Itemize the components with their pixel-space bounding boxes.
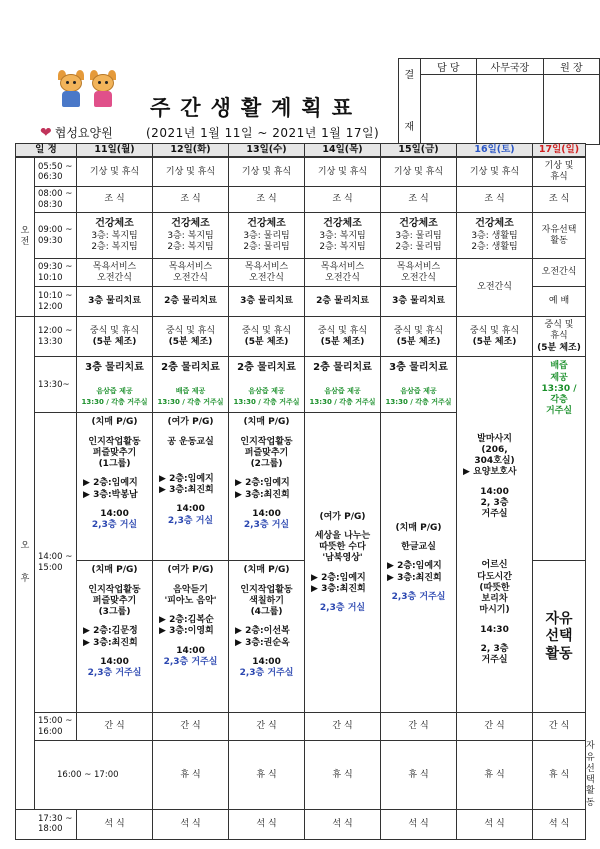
cell-program-tue-2: (여가 P/G) 음악듣기 '피아노 음악' ▶ 2층:김복순 ▶ 3층:이영희 14:00 2,3층 거주실 [153,561,229,713]
signature-box[interactable] [476,75,543,145]
mascot-boy-icon [56,70,86,108]
col-header-schedule: 일 정 [16,144,77,157]
cell-exercise-tue: 건강체조 3층: 복지팀 2층: 복지팀 [153,213,229,259]
cell-breakfast: 조 식 [229,187,305,213]
cell-rest: 휴 식 [153,741,229,810]
cell-lunch: 중식 및 휴식 (5분 체조) [229,317,305,357]
cell-breakfast: 조 식 [457,187,533,213]
col-header-sat: 16일(토) [457,144,533,157]
cell-breakfast: 조 식 [533,187,586,213]
cell-exercise-thu: 건강체조 3층: 복지팀 2층: 복지팀 [305,213,381,259]
col-header-thu: 14일(목) [305,144,381,157]
cell-breakfast: 조 식 [305,187,381,213]
cell-worship-sun: 예 배 [533,287,586,317]
time-cell: 15:00 ~ 16:00 [35,713,77,741]
time-cell: 14:00 ~ 15:00 [35,413,77,713]
row-rest: 16:00 ~ 17:00 휴 식 휴 식 휴 식 휴 식 휴 식 휴 식 자유선택 활동 [16,741,586,810]
header [0,0,600,145]
cell-wake: 기상 및 휴식 [457,157,533,187]
row-exercise [16,213,586,259]
row-lunch [16,317,586,357]
cell-exercise-wed: 건강체조 3층: 물리팀 2층: 물리팀 [229,213,305,259]
page-title: 주간생활계획표 [150,96,363,120]
cell-breakfast: 조 식 [381,187,457,213]
cell-program-wed-2: (치매 P/G) 인지작업활동 색칠하기 (4그룹) ▶ 2층:이선복 ▶ 3층:권순옥 14:00 2,3층 거주실 [229,561,305,713]
cell-program-tue-1: (여가 P/G) 공 운동교실 ▶ 2층:임예지 ▶ 3층:최진희 14:00 2,3층 거실 [153,413,229,561]
cell-dinner: 석 식 [381,809,457,839]
cell-lunch: 중식 및 휴식 (5분 체조) [153,317,229,357]
cell-rest: 휴 식 [381,741,457,810]
cell-lunch: 중식 및 휴식 (5분 체조) [305,317,381,357]
cell-free-activity-sun: 자유선택 활동 [533,213,586,259]
schedule-period: (2021년 1월 11일 ~ 2021년 1월 17일) [146,126,380,140]
organization-name: 협성요양원 [54,126,113,140]
cell-bath: 목욕서비스 오전간식 [153,259,229,287]
cell-wake: 기상 및 휴식 [229,157,305,187]
cell-program-mon-2: (치매 P/G) 인지작업활동 퍼즐맞추기 (3그룹) ▶ 2층:김문정 ▶ 3층:최진희 14:00 2,3층 거주실 [77,561,153,713]
cell-physio: 2층 물리치료 [153,287,229,317]
time-cell: 13:30~ [35,357,77,413]
cell-lunch: 중식 및 휴식 (5분 체조) [457,317,533,357]
cell-breakfast: 조 식 [153,187,229,213]
time-cell: 08:00 ~ 08:30 [35,187,77,213]
cell-program-sun: 자유 선택 활동 [533,561,586,713]
cell-program-mon-1: (치매 P/G) 인지작업활동 퍼즐맞추기 (1그룹) ▶ 2층:임예지 ▶ 3층:박봉남 14:00 2,3층 거실 [77,413,153,561]
cell-physio-drink: 3층 물리치료 음삼즙 제공 13:30 / 각층 거주실 [381,357,457,413]
time-cell: 09:00 ~ 09:30 [35,213,77,259]
approval-role-manager: 사무국장 [476,59,543,75]
cell-lunch-sun: 중식 및 휴식 (5분 체조) [533,317,586,357]
cell-snack: 간 식 [153,713,229,741]
row-breakfast [16,187,586,213]
col-header-tue: 12일(화) [153,144,229,157]
cell-snack: 간 식 [77,713,153,741]
approval-label: 결 재 [399,59,421,145]
cell-wake-sun: 기상 및 휴식 [533,157,586,187]
time-cell: 16:00 ~ 17:00 [35,741,153,810]
cell-snack: 간 식 [381,713,457,741]
cell-bath: 목욕서비스 오전간식 [77,259,153,287]
cell-rest: 휴 식 [229,741,305,810]
time-cell: 09:30 ~ 10:10 [35,259,77,287]
cell-program-fri: (치매 P/G) 한글교실 ▶ 2층:임예지 ▶ 3층:최진희 2,3층 거주실 [381,413,457,713]
cell-snack: 간 식 [305,713,381,741]
cell-lunch: 중식 및 휴식 (5분 체조) [381,317,457,357]
signature-box[interactable] [543,75,599,145]
cell-physio: 3층 물리치료 [381,287,457,317]
cell-physio-drink: 3층 물리치료 음삼즙 제공 13:30 / 각층 거주실 [77,357,153,413]
cell-lunch: 중식 및 휴식 (5분 체조) [77,317,153,357]
cell-rest: 휴 식 [533,741,586,810]
col-header-sun: 17일(일) [533,144,586,157]
cell-snack-sat: 오전간식 [457,259,533,317]
time-cell: 05:50 ~ 06:30 [35,157,77,187]
mascot-girl-icon [88,70,118,108]
time-cell: 17:30 ~ 18:00 [16,809,77,839]
cell-dinner: 석 식 [305,809,381,839]
cell-exercise-mon: 건강체조 3층: 복지팀 2층: 복지팀 [77,213,153,259]
cell-bath: 목욕서비스 오전간식 [229,259,305,287]
row-dinner [16,809,586,839]
organization [40,124,113,141]
cell-bath: 목욕서비스 오전간식 [305,259,381,287]
cell-snack: 간 식 [229,713,305,741]
time-cell: 10:10 ~ 12:00 [35,287,77,317]
cell-dinner: 석 식 [77,809,153,839]
cell-rest: 휴 식 [305,741,381,810]
cell-physio: 2층 물리치료 [305,287,381,317]
cell-physio-drink: 2층 물리치료 배즙 제공 13:30 / 각층 거주실 [153,357,229,413]
cell-wake: 기상 및 휴식 [305,157,381,187]
cell-rest: 휴 식 [457,741,533,810]
approval-role-director: 원 장 [543,59,599,75]
cell-physio-drink: 2층 물리치료 음삼즙 제공 13:30 / 각층 거주실 [305,357,381,413]
cell-wake: 기상 및 휴식 [381,157,457,187]
section-am: 오 전 [16,157,35,317]
signature-box[interactable] [420,75,476,145]
row-wake [16,157,586,187]
cell-dinner: 석 식 [229,809,305,839]
approval-box [398,58,600,145]
header-row [16,144,586,157]
cell-dinner: 석 식 [153,809,229,839]
row-snack [16,713,586,741]
col-header-fri: 15일(금) [381,144,457,157]
cell-program-thu: (여가 P/G) 세상을 나누는 따뜻한 수다 '남북영상' ▶ 2층:임예지 ▶ 3층:최진희 2,3층 거실 [305,413,381,713]
row-bath [16,259,586,287]
col-header-mon: 11일(월) [77,144,153,157]
approval-role-staff: 담 당 [420,59,476,75]
cell-snack-sun: 오전간식 [533,259,586,287]
col-header-wed: 13일(수) [229,144,305,157]
cell-physio: 3층 물리치료 [77,287,153,317]
cell-program-wed-1: (치매 P/G) 인지작업활동 퍼즐맞추기 (2그룹) ▶ 2층:임예지 ▶ 3층:최진희 14:00 2,3층 거실 [229,413,305,561]
cell-bath: 목욕서비스 오전간식 [381,259,457,287]
cell-exercise-sat: 건강체조 3층: 생활팀 2층: 생활팀 [457,213,533,259]
cell-snack: 간 식 [457,713,533,741]
cell-dinner: 석 식 [457,809,533,839]
heart-logo-icon: ❤ [40,124,52,141]
cell-exercise-fri: 건강체조 3층: 물리팀 2층: 물리팀 [381,213,457,259]
cell-breakfast: 조 식 [77,187,153,213]
cell-wake: 기상 및 휴식 [77,157,153,187]
cell-snack: 간 식 [533,713,586,741]
cell-physio-drink: 2층 물리치료 음삼즙 제공 13:30 / 각층 거주실 [229,357,305,413]
cell-drink-sun: 배즙 제공 13:30 / 각층 거주실 [533,357,586,561]
cell-wake: 기상 및 휴식 [153,157,229,187]
row-physio-pm [16,357,586,413]
cell-dinner: 석 식 [533,809,586,839]
weekly-schedule-table [15,143,595,840]
cell-program-sat: 발마사지 (206, 304호실) ▶ 요양보호사 14:00 2, 3층 거주실 어르신 다도시간 (따뜻한 보리차 마시기) 14:30 2, 3층 거주실 [457,357,533,713]
section-pm: 오 후 [16,317,35,810]
cell-physio: 3층 물리치료 [229,287,305,317]
time-cell: 12:00 ~ 13:30 [35,317,77,357]
